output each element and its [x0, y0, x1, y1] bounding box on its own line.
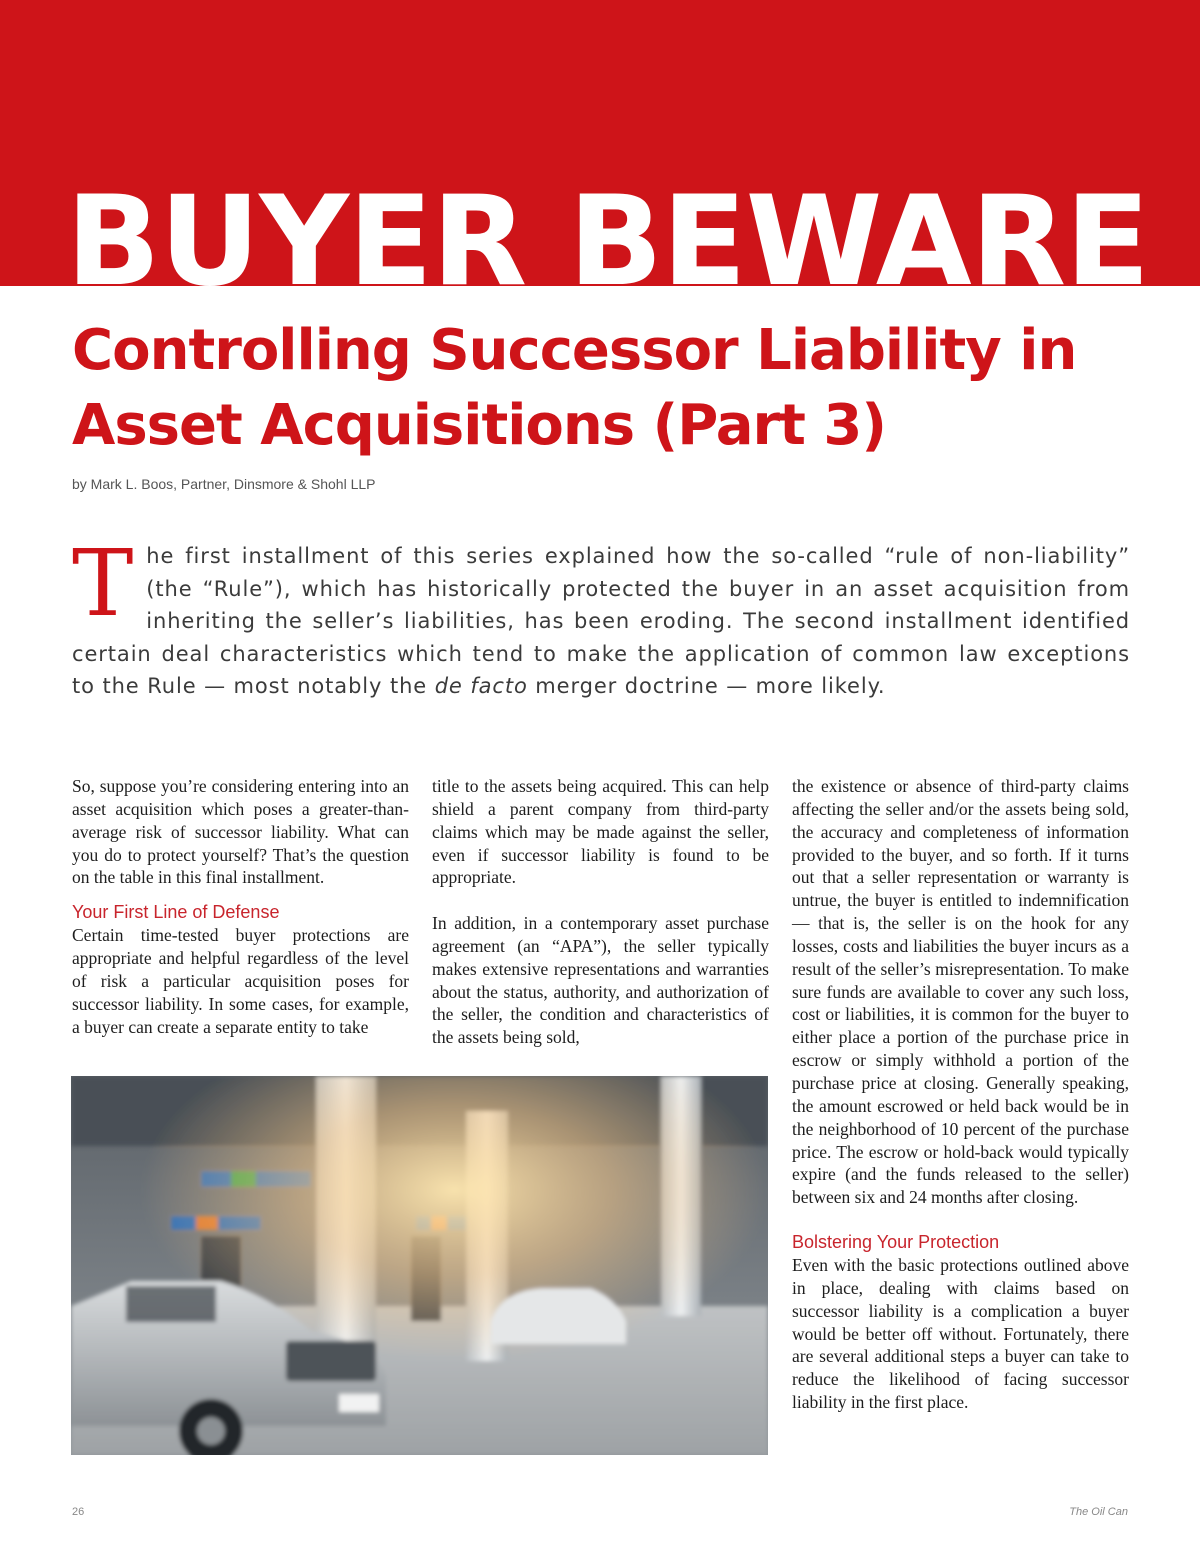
column-1-paragraph-1: So, suppose you’re considering entering into an asset acquisition which poses a greater-than-average risk of successor liability. What can you do to protect yourself? That’s the question on the table in this final installment.: [72, 776, 409, 888]
intro-text-2: merger doctrine — more likely.: [527, 674, 886, 699]
page-title: BUYER BEWARE: [66, 176, 1149, 308]
intro-paragraph: [72, 530, 1130, 703]
gas-station-photo: [71, 1076, 768, 1455]
column-3: [792, 775, 1129, 1414]
section-heading-bolstering-your-protection: Bolstering Your Protection: [792, 1232, 1000, 1253]
byline: by Mark L. Boos, Partner, Dinsmore & Shohl LLP: [72, 476, 376, 492]
column-2-paragraph-2: In addition, in a contemporary asset purchase agreement (an “APA”), the seller typically makes extensive representations and warranties about the status, authority, and authorization of the seller, the condition and characteristics of the assets being sold,: [432, 913, 769, 1048]
section-heading-first-line-of-defense: Your First Line of Defense: [72, 902, 280, 923]
column-2-paragraph-1: title to the assets being acquired. This can help shield a parent company from third-party claims which may be made against the seller, even if successor liability is found to be appropriate.: [432, 776, 769, 888]
intro-text-1: he first installment of this series explained how the so-called “rule of non-liability” (the “Rule”), which has historically protected the buyer in an asset acquisition from inheriting the seller’s liabilities, has been eroding. The second installment identified certain deal characteristics which tend to make the application of common law exceptions to the Rule — most notably the: [72, 544, 1130, 699]
drop-cap: T: [72, 530, 135, 637]
column-1: [72, 775, 409, 1038]
column-1-paragraph-2: Certain time-tested buyer protections are appropriate and helpful regardless of the level of risk a particular acquisition poses for successor liability. In some cases, for example, a buyer can create a separate entity to take: [72, 925, 409, 1037]
page-number: 26: [72, 1506, 85, 1518]
article-subtitle: Controlling Successor Liability in Asset Acquisitions (Part 3): [72, 318, 1077, 458]
publication-name: The Oil Can: [1069, 1506, 1128, 1518]
column-2: [432, 775, 769, 1049]
column-3-paragraph-2: Even with the basic protections outlined above in place, dealing with claims based on successor liability is a complication a buyer would be better off without. Fortunately, there are several additional steps a buyer can take to reduce the likelihood of facing successor liability in the first place.: [792, 1255, 1129, 1413]
column-3-paragraph-1: the existence or absence of third-party claims affecting the seller and/or the assets being sold, the accuracy and completeness of information provided to the buyer, and so forth. If it turns out that a seller representation or warranty is untrue, the buyer is entitled to indemnification — that is, the seller is on the hook for any losses, costs and liabilities the buyer incurs as a result of the seller’s misrepresentation. To make sure funds are available to cover any such loss, cost or liabilities, it is common for the buyer to either place a portion of the purchase price in escrow or simply withhold a portion of the purchase price at closing. Generally speaking, the amount escrowed or held back would be in the neighborhood of 10 percent of the purchase price. The escrow or hold-back would typically expire (and the funds released to the seller) between six and 24 months after closing.: [792, 776, 1129, 1208]
intro-emphasis: de facto: [434, 674, 528, 699]
